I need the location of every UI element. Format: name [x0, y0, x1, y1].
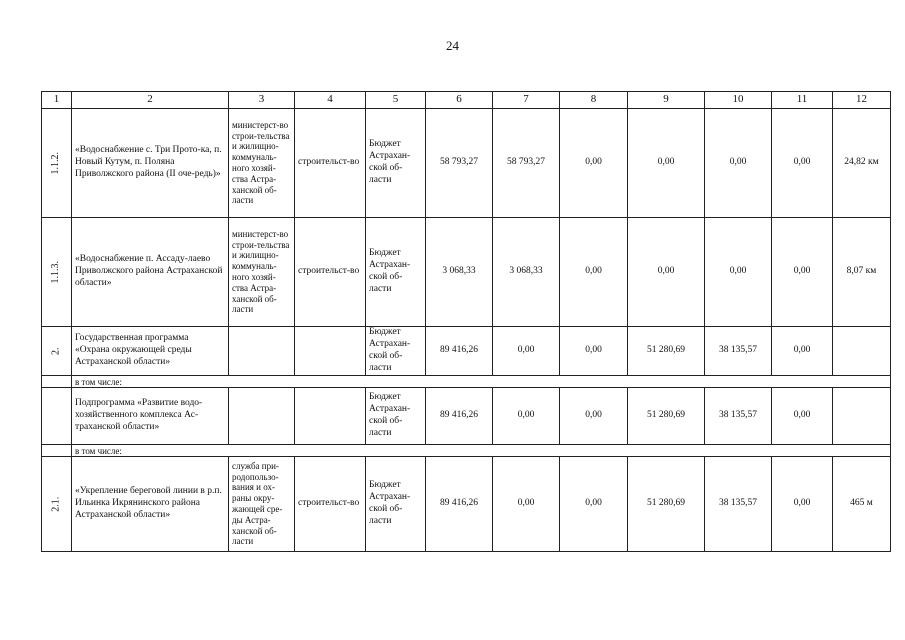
value-cell: 89 416,26: [426, 327, 493, 376]
table-row: [42, 457, 891, 552]
value-cell: 0,00: [560, 109, 628, 218]
measure-name: «Водоснабжение с. Три Прото-ка, п. Новый Кутум, п. Поляна Приволжского района (II оче-редь)»: [72, 109, 229, 218]
value-cell: 89 416,26: [426, 388, 493, 445]
work-type: [295, 388, 366, 445]
page-number: 24: [446, 38, 459, 53]
value-cell: 38 135,57: [705, 457, 772, 552]
header-cell: 4: [295, 92, 366, 109]
program-table: [41, 91, 891, 552]
subheading-row: [42, 445, 891, 457]
header-cell: 5: [366, 92, 426, 109]
empty-cell: [42, 445, 72, 457]
value-cell: 3 068,33: [426, 218, 493, 327]
header-cell: 8: [560, 92, 628, 109]
subheading-row: [42, 376, 891, 388]
table-row: [42, 388, 891, 445]
value-cell: 0,00: [560, 327, 628, 376]
value-cell: 38 135,57: [705, 327, 772, 376]
measure-name: Подпрограмма «Развитие водо-хозяйственного комплекса Ас-траханской области»: [72, 388, 229, 445]
funding-source: Бюджет Астрахан-ской об-ласти: [366, 109, 426, 218]
header-row: [42, 92, 891, 109]
value-cell: 0,00: [560, 457, 628, 552]
indicator-cell: 465 м: [833, 457, 891, 552]
value-cell: 0,00: [772, 109, 833, 218]
value-cell: 51 280,69: [628, 457, 705, 552]
indicator-cell: [833, 327, 891, 376]
header-cell: 10: [705, 92, 772, 109]
header-cell: 7: [493, 92, 560, 109]
indicator-cell: [833, 388, 891, 445]
value-cell: 0,00: [772, 327, 833, 376]
empty-cell: [42, 376, 72, 388]
header-cell: 6: [426, 92, 493, 109]
measure-name: «Водоснабжение п. Ассаду-лаево Приволжского района Астраханской области»: [72, 218, 229, 327]
executor: министерст-во строи-тельства и жилищно-коммуналь-ного хозяй-ства Астра-ханской об-ласти: [229, 218, 295, 327]
header-cell: 2: [72, 92, 229, 109]
measure-name: Государственная программа «Охрана окружающей среды Астраханской области»: [72, 327, 229, 376]
measure-name: «Укрепление береговой линии в р.п. Ильинка Икрянинского района Астраханской области»: [72, 457, 229, 552]
row-number: 2.1.: [42, 457, 72, 552]
table-row: [42, 218, 891, 327]
row-number: [42, 388, 72, 445]
value-cell: 0,00: [628, 109, 705, 218]
header-cell: 11: [772, 92, 833, 109]
executor: министерст-во строи-тельства и жилищно-коммуналь-ного хозяй-ства Астра-ханской об-ласти: [229, 109, 295, 218]
value-cell: 0,00: [705, 218, 772, 327]
value-cell: 0,00: [560, 218, 628, 327]
subheading-label: в том числе:: [72, 445, 891, 457]
value-cell: 0,00: [772, 457, 833, 552]
executor: [229, 327, 295, 376]
header-cell: 3: [229, 92, 295, 109]
executor: [229, 388, 295, 445]
header-cell: 1: [42, 92, 72, 109]
value-cell: 0,00: [705, 109, 772, 218]
value-cell: 3 068,33: [493, 218, 560, 327]
work-type: строительст-во: [295, 109, 366, 218]
row-number: 2.: [42, 327, 72, 376]
value-cell: 38 135,57: [705, 388, 772, 445]
row-number: 1.1.3.: [42, 218, 72, 327]
executor: служба при-родопользо-вания и ох-раны окру-жающей сре-ды Астра-ханской об-ласти: [229, 457, 295, 552]
row-number: 1.1.2.: [42, 109, 72, 218]
value-cell: 58 793,27: [426, 109, 493, 218]
value-cell: 0,00: [628, 218, 705, 327]
header-cell: 12: [833, 92, 891, 109]
work-type: строительст-во: [295, 218, 366, 327]
value-cell: 89 416,26: [426, 457, 493, 552]
funding-source: Бюджет Астрахан-ской об-ласти: [366, 218, 426, 327]
value-cell: 0,00: [493, 327, 560, 376]
value-cell: 0,00: [772, 388, 833, 445]
indicator-cell: 24,82 км: [833, 109, 891, 218]
value-cell: 0,00: [560, 388, 628, 445]
table-row: [42, 327, 891, 376]
value-cell: 51 280,69: [628, 388, 705, 445]
value-cell: 0,00: [772, 218, 833, 327]
value-cell: 0,00: [493, 457, 560, 552]
funding-source: Бюджет Астрахан-ской об-ласти: [366, 327, 426, 376]
work-type: [295, 327, 366, 376]
funding-source: Бюджет Астрахан-ской об-ласти: [366, 388, 426, 445]
value-cell: 58 793,27: [493, 109, 560, 218]
work-type: строительст-во: [295, 457, 366, 552]
value-cell: 51 280,69: [628, 327, 705, 376]
header-cell: 9: [628, 92, 705, 109]
subheading-label: в том числе:: [72, 376, 891, 388]
funding-source: Бюджет Астрахан-ской об-ласти: [366, 457, 426, 552]
indicator-cell: 8,07 км: [833, 218, 891, 327]
value-cell: 0,00: [493, 388, 560, 445]
table-row: [42, 109, 891, 218]
